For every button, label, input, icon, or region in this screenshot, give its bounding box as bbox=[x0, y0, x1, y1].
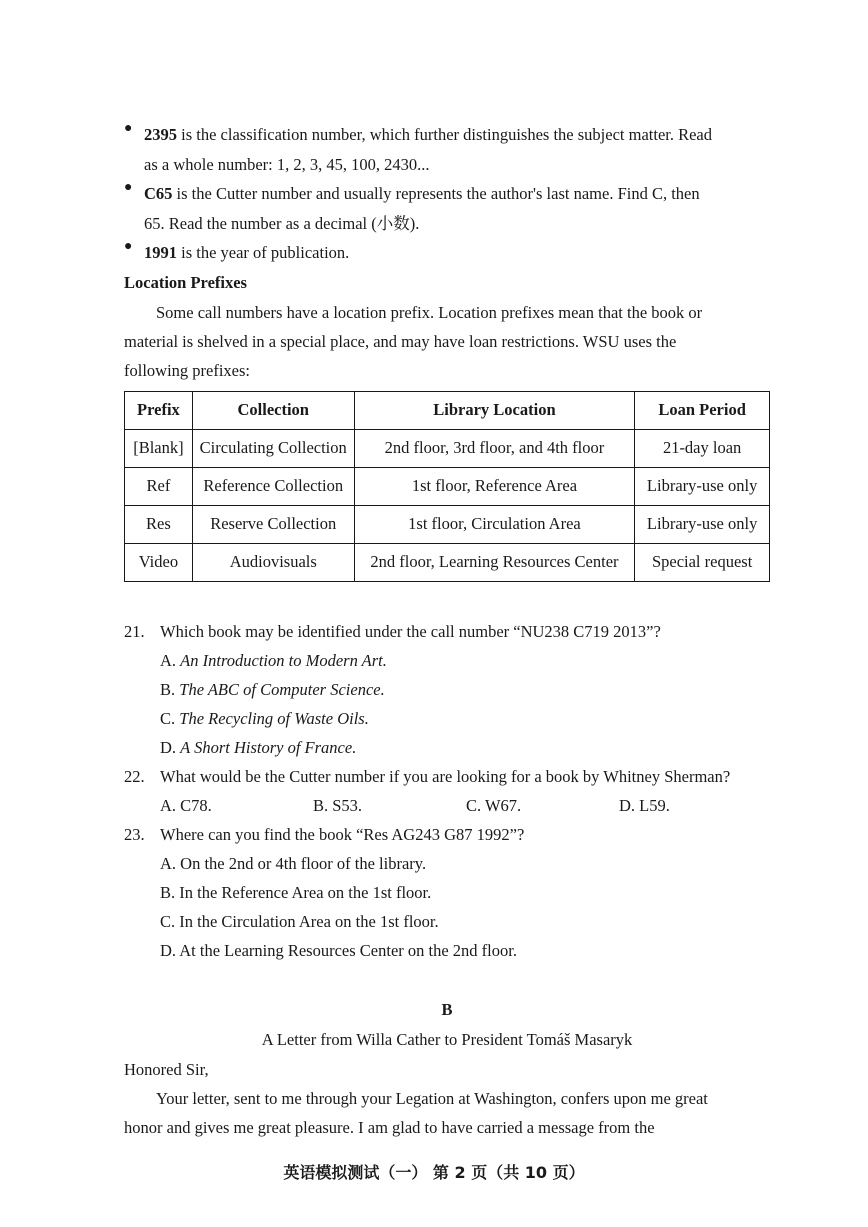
bullet-text: is the classification number, which further distinguishes the subject matter. Read bbox=[177, 125, 713, 144]
question-21 bbox=[124, 617, 774, 646]
paragraph-line: honor and gives me great pleasure. I am glad to have carried a message from the bbox=[124, 1118, 655, 1137]
section-a-content bbox=[124, 120, 770, 582]
option-letter: B. bbox=[160, 680, 176, 699]
option-letter: A. bbox=[160, 651, 177, 670]
question-text: What would be the Cutter number if you are looking for a book by Whitney Sherman? bbox=[160, 767, 731, 786]
option: C. W67. bbox=[466, 796, 522, 815]
option-text: The ABC of Computer Science. bbox=[179, 680, 385, 699]
table-row bbox=[125, 506, 770, 544]
bullet-dot-icon: ● bbox=[124, 180, 133, 195]
question-23 bbox=[124, 820, 774, 849]
part-b bbox=[124, 995, 770, 1142]
section-heading: Location Prefixes bbox=[124, 273, 247, 292]
option: D. At the Learning Resources Center on the 2nd floor. bbox=[160, 941, 517, 960]
table-cell: 1st floor, Reference Area bbox=[354, 468, 635, 506]
option bbox=[124, 704, 774, 733]
bullet-dot-icon: ● bbox=[124, 239, 133, 254]
page-footer: 英语模拟测试（一） 第 2 页（共 10 页） bbox=[283, 1163, 585, 1182]
table-header-cell: Collection bbox=[192, 392, 354, 430]
paragraph-line: material is shelved in a special place, and may have loan restrictions. WSU uses the bbox=[124, 332, 677, 351]
table-cell: Special request bbox=[635, 544, 770, 582]
table-cell: Audiovisuals bbox=[192, 544, 354, 582]
table-row bbox=[125, 544, 770, 582]
option bbox=[124, 675, 774, 704]
paragraph-line: following prefixes: bbox=[124, 361, 251, 380]
bullet-text-cont: as a whole number: 1, 2, 3, 45, 100, 2430... bbox=[144, 155, 430, 174]
table-cell: Res bbox=[125, 506, 193, 544]
part-label: B bbox=[441, 1000, 453, 1019]
option-row bbox=[124, 791, 774, 820]
passage-title: A Letter from Willa Cather to President Tomáš Masaryk bbox=[261, 1030, 633, 1049]
table-header-row bbox=[125, 392, 770, 430]
table-header-cell: Prefix bbox=[125, 392, 193, 430]
question-number: 21. bbox=[124, 622, 145, 641]
table-cell: Library-use only bbox=[635, 506, 770, 544]
salutation: Honored Sir, bbox=[124, 1060, 209, 1079]
bullet-cutter bbox=[124, 179, 770, 238]
question-text: Where can you find the book “Res AG243 G87 1992”? bbox=[160, 825, 525, 844]
option-text: The Recycling of Waste Oils. bbox=[179, 709, 369, 728]
bullet-text: is the year of publication. bbox=[177, 243, 350, 262]
bullet-year bbox=[124, 238, 770, 268]
bullet-classification bbox=[124, 120, 770, 179]
table-cell: 21-day loan bbox=[635, 430, 770, 468]
paragraph-line: Some call numbers have a location prefix. Location prefixes mean that the book or bbox=[156, 303, 703, 322]
table-row bbox=[125, 430, 770, 468]
option: A. On the 2nd or 4th floor of the library. bbox=[160, 854, 427, 873]
option: B. S53. bbox=[313, 796, 363, 815]
option: B. In the Reference Area on the 1st floor. bbox=[160, 883, 432, 902]
questions-block bbox=[124, 617, 774, 965]
option-letter: C. bbox=[160, 709, 176, 728]
table-cell: Ref bbox=[125, 468, 193, 506]
question-22 bbox=[124, 762, 774, 791]
table-header-cell: Library Location bbox=[354, 392, 635, 430]
table-header-cell: Loan Period bbox=[635, 392, 770, 430]
option: D. L59. bbox=[619, 796, 670, 815]
table-cell: 1st floor, Circulation Area bbox=[354, 506, 635, 544]
option bbox=[124, 733, 774, 762]
question-text: Which book may be identified under the call number “NU238 C719 2013”? bbox=[160, 622, 661, 641]
bullet-bold: C65 bbox=[144, 184, 173, 203]
option-letter: D. bbox=[160, 738, 177, 757]
table-cell: Video bbox=[125, 544, 193, 582]
question-number: 22. bbox=[124, 767, 145, 786]
option: C. In the Circulation Area on the 1st floor. bbox=[160, 912, 439, 931]
bullet-bold: 1991 bbox=[144, 243, 177, 262]
intro-paragraph bbox=[124, 298, 770, 385]
bullet-text-cont: 65. Read the number as a decimal (小数). bbox=[144, 214, 420, 233]
table-cell: Circulating Collection bbox=[192, 430, 354, 468]
table-row bbox=[125, 468, 770, 506]
bullet-bold: 2395 bbox=[144, 125, 177, 144]
paragraph-line: Your letter, sent to me through your Legation at Washington, confers upon me great bbox=[156, 1089, 708, 1108]
table-cell: 2nd floor, 3rd floor, and 4th floor bbox=[354, 430, 635, 468]
table-cell: Reference Collection bbox=[192, 468, 354, 506]
table-cell: 2nd floor, Learning Resources Center bbox=[354, 544, 635, 582]
option bbox=[124, 646, 774, 675]
question-number: 23. bbox=[124, 825, 145, 844]
table-cell: Reserve Collection bbox=[192, 506, 354, 544]
option: A. C78. bbox=[160, 796, 212, 815]
prefix-table bbox=[124, 391, 770, 582]
option-text: A Short History of France. bbox=[180, 738, 357, 757]
passage-paragraph bbox=[124, 1084, 770, 1142]
bullet-text: is the Cutter number and usually represents the author's last name. Find C, then bbox=[172, 184, 700, 203]
bullet-dot-icon: ● bbox=[124, 121, 133, 136]
table-cell: [Blank] bbox=[125, 430, 193, 468]
option-text: An Introduction to Modern Art. bbox=[180, 651, 387, 670]
table-cell: Library-use only bbox=[635, 468, 770, 506]
